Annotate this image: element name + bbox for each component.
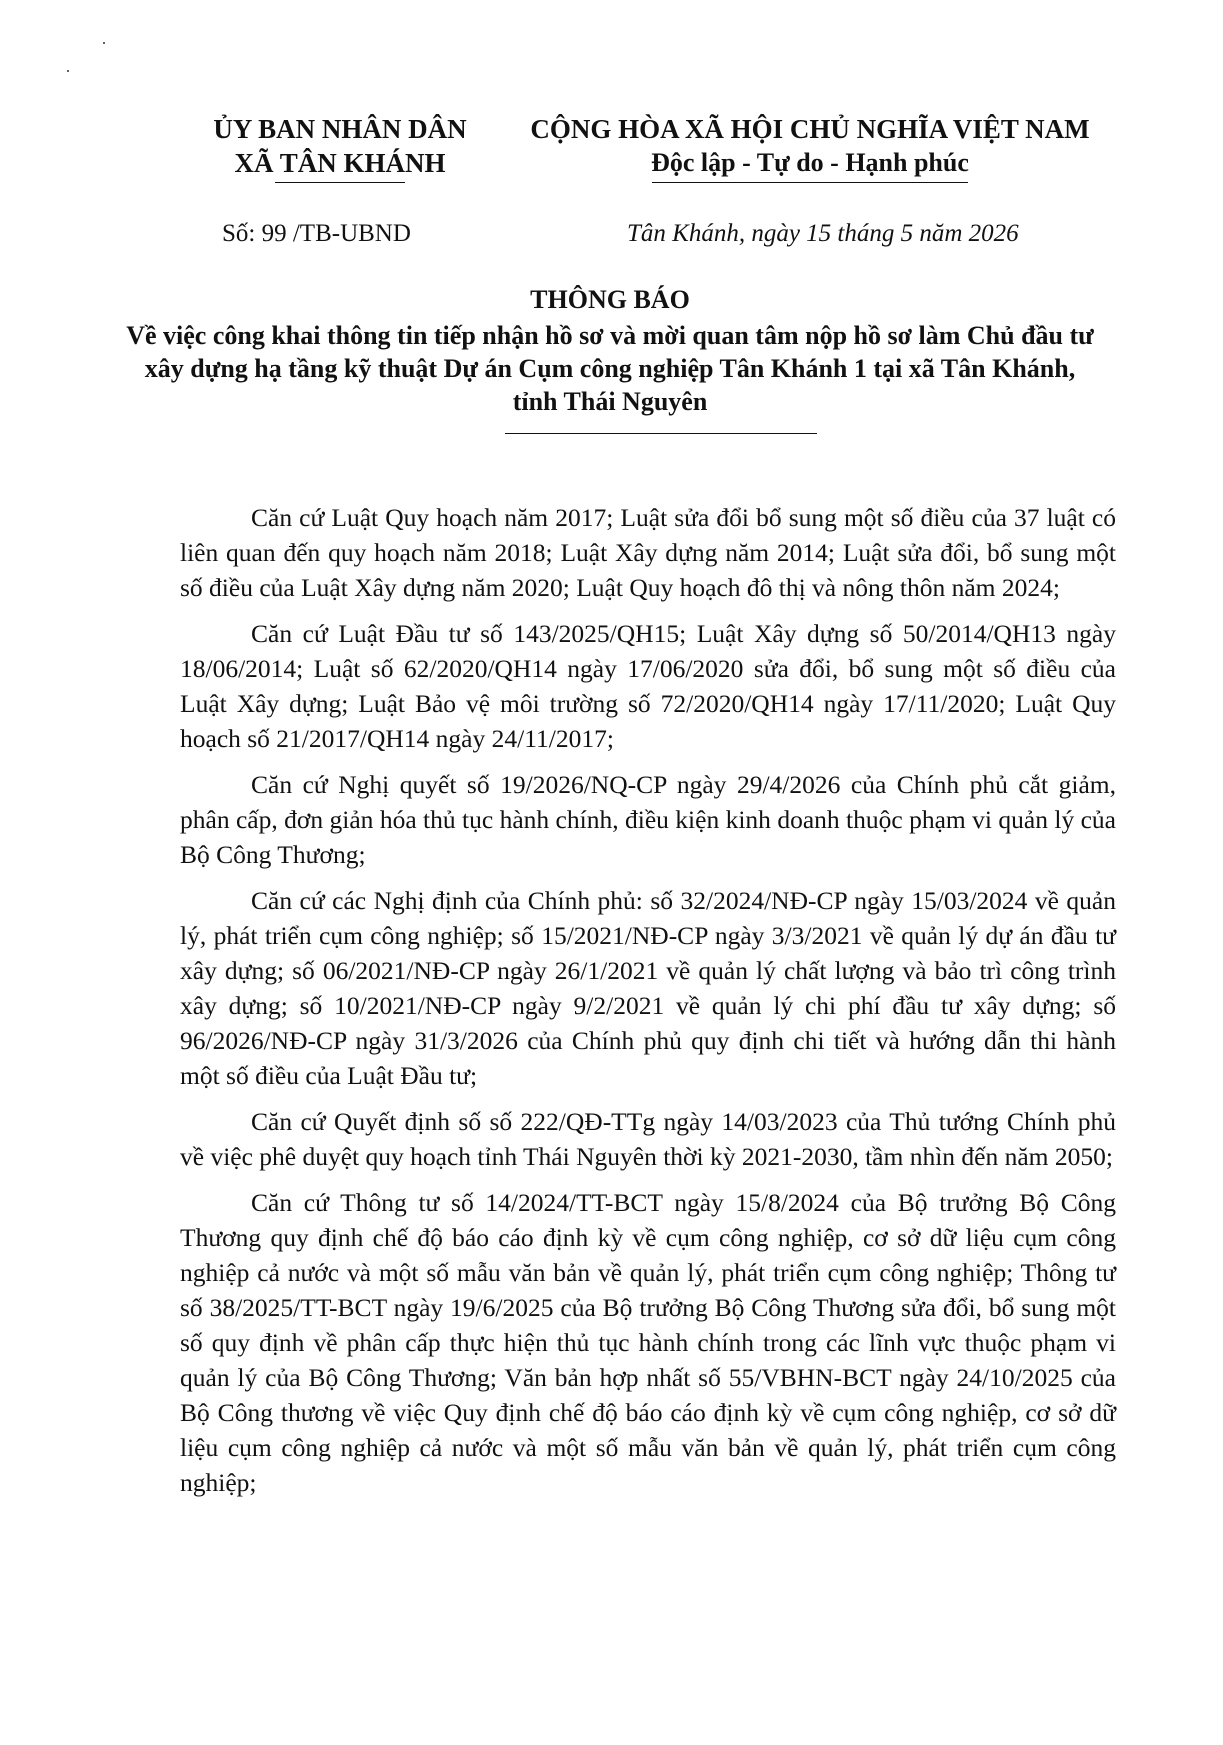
- document-title: THÔNG BÁO: [530, 285, 690, 314]
- paragraph: Căn cứ Quyết định số số 222/QĐ-TTg ngày 14/03/2023 của Thủ tướng Chính phủ về việc phê duyệt quy hoạch tỉnh Thái Nguyên thời kỳ 2021-2030, tầm nhìn đến năm 2050;: [180, 1107, 1116, 1171]
- paragraph: Căn cứ Thông tư số 14/2024/TT-BCT ngày 15/8/2024 của Bộ trưởng Bộ Công Thương quy định chế độ báo cáo định kỳ về cụm công nghiệp, cơ sở dữ liệu cụm công nghiệp cả nước và một số mẫu văn bản về quản lý, phát triển cụm công nghiệp; Thông tư số 38/2025/TT-BCT ngày 19/6/2025 của Bộ trưởng Bộ Công Thương sửa đổi, bổ sung một số quy định về phân cấp thực hiện thủ tục hành chính trong các lĩnh vực thuộc phạm vi quản lý của Bộ Công Thương; Văn bản hợp nhất số 55/VBHN-BCT ngày 24/10/2025 của Bộ Công thương về việc Quy định chế độ báo cáo định kỳ về cụm công nghiệp, cơ sở dữ liệu cụm công nghiệp cả nước và một số mẫu văn bản về quản lý, phát triển cụm công nghiệp;: [180, 1188, 1116, 1497]
- agency-underline: [275, 182, 405, 183]
- paragraph: Căn cứ Nghị quyết số 19/2026/NQ-CP ngày 29/4/2026 của Chính phủ cắt giảm, phân cấp, đơn giản hóa thủ tục hành chính, điều kiện kinh doanh thuộc phạm vi quản lý của Bộ Công Thương;: [180, 770, 1116, 869]
- document-subtitle: Về việc công khai thông tin tiếp nhận hồ sơ và mời quan tâm nộp hồ sơ làm Chủ đầu tư xây dựng hạ tầng kỹ thuật Dự án Cụm công nghiệp Tân Khánh 1 tại xã Tân Khánh, tỉnh Thái Nguyên: [126, 321, 1094, 416]
- agency-line-1: ỦY BAN NHÂN DÂN: [213, 114, 467, 144]
- nation-name: CỘNG HÒA XÃ HỘI CHỦ NGHĨA VIỆT NAM: [530, 114, 1090, 144]
- nation-motto: Độc lập - Tự do - Hạnh phúc: [651, 148, 969, 177]
- issuing-agency: [190, 112, 490, 183]
- agency-line-2: XÃ TÂN KHÁNH: [234, 148, 446, 178]
- paragraph: Căn cứ Luật Quy hoạch năm 2017; Luật sửa đổi bổ sung một số điều của 37 luật có liên quan đến quy hoạch năm 2018; Luật Xây dựng năm 2014; Luật sửa đổi, bổ sung một số điều của Luật Xây dựng năm 2020; Luật Quy hoạch đô thị và nông thôn năm 2024;: [180, 503, 1116, 602]
- scan-speck: [67, 70, 69, 72]
- subtitle-underline: [505, 433, 817, 434]
- document-number: Số: 99 /TB-UBND: [222, 220, 411, 247]
- scan-speck: [103, 42, 105, 44]
- paragraph: Căn cứ các Nghị định của Chính phủ: số 32/2024/NĐ-CP ngày 15/03/2024 về quản lý, phát triển cụm công nghiệp; số 15/2021/NĐ-CP ngày 3/3/2021 về quản lý dự án đầu tư xây dựng; số 06/2021/NĐ-CP ngày 26/1/2021 về quản lý chất lượng và bảo trì công trình xây dựng; số 10/2021/NĐ-CP ngày 9/2/2021 về quản lý chi phí đầu tư xây dựng; số 96/2026/NĐ-CP ngày 31/3/2026 của Chính phủ quy định chi tiết và hướng dẫn thi hành một số điều của Luật Đầu tư;: [180, 886, 1116, 1090]
- document-body: [180, 500, 1116, 1511]
- paragraph: Căn cứ Luật Đầu tư số 143/2025/QH15; Luật Xây dựng số 50/2014/QH13 ngày 18/06/2014; Luật số 62/2020/QH14 ngày 17/06/2020 sửa đổi, bổ sung một số điều của Luật Xây dựng; Luật Bảo vệ môi trường số 72/2020/QH14 ngày 17/11/2020; Luật Quy hoạch số 21/2017/QH14 ngày 24/11/2017;: [180, 619, 1116, 753]
- national-heading: [500, 112, 1120, 183]
- document-date: Tân Khánh, ngày 15 tháng 5 năm 2026: [627, 220, 1019, 247]
- motto-underline: [652, 182, 968, 183]
